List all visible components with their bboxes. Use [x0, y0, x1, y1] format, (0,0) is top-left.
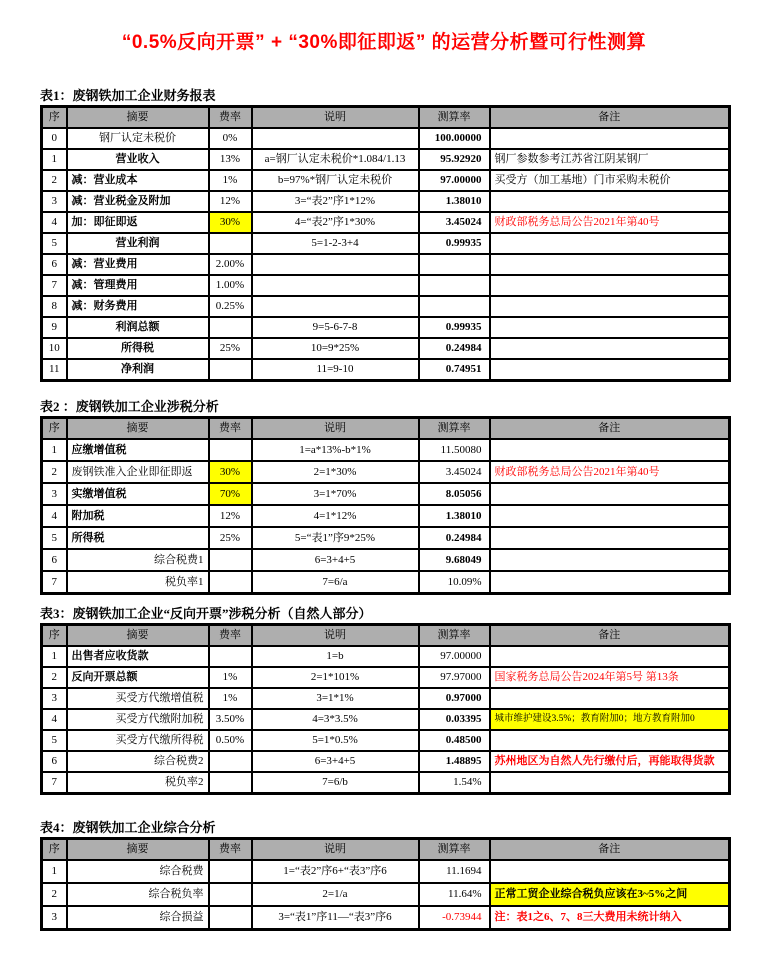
- cell-rate: 12%: [209, 191, 252, 212]
- cell-summary: 营业利润: [67, 233, 209, 254]
- cell-value: 0.24984: [419, 527, 490, 549]
- column-header: 测算率: [419, 107, 490, 129]
- cell-rate: [209, 772, 252, 794]
- cell-seq: 1: [42, 149, 67, 170]
- cell-rate: 25%: [209, 338, 252, 359]
- cell-rate: 2.00%: [209, 254, 252, 275]
- table-row: [42, 883, 730, 906]
- cell-value: 8.05056: [419, 483, 490, 505]
- cell-note: [490, 505, 730, 527]
- cell-note: [490, 688, 730, 709]
- cell-value: 10.09%: [419, 571, 490, 594]
- cell-note: [490, 254, 730, 275]
- cell-desc: 4=1*12%: [252, 505, 419, 527]
- cell-rate: [209, 646, 252, 667]
- cell-note: 财政部税务总局公告2021年第40号: [490, 461, 730, 483]
- column-header: 说明: [252, 839, 419, 861]
- cell-desc: 4=“表2”序1*30%: [252, 212, 419, 233]
- column-header: 测算率: [419, 625, 490, 647]
- cell-summary: 税负率1: [67, 571, 209, 594]
- table-row: [42, 212, 730, 233]
- cell-desc: 10=9*25%: [252, 338, 419, 359]
- column-header: 摘要: [67, 839, 209, 861]
- cell-rate: [209, 549, 252, 571]
- cell-seq: 6: [42, 254, 67, 275]
- cell-desc: 2=1*30%: [252, 461, 419, 483]
- cell-note: [490, 730, 730, 751]
- cell-summary: 反向开票总额: [67, 667, 209, 688]
- cell-desc: 3=“表1”序11—“表3”序6: [252, 906, 419, 930]
- cell-seq: 5: [42, 527, 67, 549]
- cell-value: [419, 275, 490, 296]
- cell-seq: 5: [42, 730, 67, 751]
- cell-summary: 综合税费1: [67, 549, 209, 571]
- cell-value: 1.38010: [419, 191, 490, 212]
- cell-value: 97.00000: [419, 646, 490, 667]
- table-row: [42, 906, 730, 930]
- cell-note: [490, 359, 730, 381]
- cell-seq: 9: [42, 317, 67, 338]
- column-header: 费率: [209, 418, 252, 440]
- cell-rate: [209, 860, 252, 883]
- cell-summary: 减：营业税金及附加: [67, 191, 209, 212]
- cell-value: 0.99935: [419, 317, 490, 338]
- cell-seq: 2: [42, 667, 67, 688]
- cell-rate: 25%: [209, 527, 252, 549]
- table-section-3: [40, 606, 730, 795]
- table-row: [42, 128, 730, 149]
- cell-desc: 7=6/b: [252, 772, 419, 794]
- table-row: [42, 730, 730, 751]
- cell-value: 1.54%: [419, 772, 490, 794]
- cell-value: 11.1694: [419, 860, 490, 883]
- table-section-4: [40, 820, 730, 931]
- cell-seq: 10: [42, 338, 67, 359]
- data-table-2: [40, 416, 731, 595]
- cell-value: [419, 296, 490, 317]
- cell-summary: 买受方代缴所得税: [67, 730, 209, 751]
- cell-note: 钢厂参数参考江苏省江阴某钢厂: [490, 149, 730, 170]
- table-row: [42, 646, 730, 667]
- cell-note: [490, 275, 730, 296]
- table-row: [42, 275, 730, 296]
- table-section-2: [40, 399, 730, 595]
- cell-value: 0.48500: [419, 730, 490, 751]
- table-row: [42, 233, 730, 254]
- cell-rate: 0.25%: [209, 296, 252, 317]
- data-table-3: [40, 623, 731, 795]
- cell-note: [490, 338, 730, 359]
- column-header: 测算率: [419, 418, 490, 440]
- table-row: [42, 860, 730, 883]
- cell-summary: 综合税费2: [67, 751, 209, 772]
- cell-rate: [209, 906, 252, 930]
- table-row: [42, 254, 730, 275]
- cell-summary: 应缴增值税: [67, 439, 209, 461]
- data-table-1: [40, 105, 731, 382]
- cell-seq: 3: [42, 483, 67, 505]
- cell-note: [490, 527, 730, 549]
- table-row: [42, 170, 730, 191]
- table-section-1: [40, 88, 730, 382]
- cell-desc: 6=3+4+5: [252, 549, 419, 571]
- column-header: 摘要: [67, 418, 209, 440]
- cell-seq: 5: [42, 233, 67, 254]
- cell-summary: 买受方代缴增值税: [67, 688, 209, 709]
- cell-rate: [209, 233, 252, 254]
- cell-summary: 所得税: [67, 338, 209, 359]
- cell-desc: 7=6/a: [252, 571, 419, 594]
- table-row: [42, 359, 730, 381]
- cell-desc: 9=5-6-7-8: [252, 317, 419, 338]
- cell-seq: 2: [42, 883, 67, 906]
- table-row: [42, 483, 730, 505]
- cell-note: [490, 128, 730, 149]
- cell-desc: 3=1*70%: [252, 483, 419, 505]
- cell-value: -0.73944: [419, 906, 490, 930]
- table-row: [42, 667, 730, 688]
- table-label: 表2 ：废钢铁加工企业涉税分析: [40, 399, 219, 414]
- cell-desc: 2=1*101%: [252, 667, 419, 688]
- table-row: [42, 296, 730, 317]
- table-row: [42, 527, 730, 549]
- cell-rate: [209, 883, 252, 906]
- cell-seq: 11: [42, 359, 67, 381]
- cell-summary: 减：营业费用: [67, 254, 209, 275]
- cell-note: [490, 646, 730, 667]
- cell-summary: 买受方代缴附加税: [67, 709, 209, 730]
- cell-seq: 4: [42, 709, 67, 730]
- cell-summary: 利润总额: [67, 317, 209, 338]
- cell-value: 0.03395: [419, 709, 490, 730]
- column-header: 备注: [490, 839, 730, 861]
- cell-desc: a=钢厂认定未税价*1.084/1.13: [252, 149, 419, 170]
- table-row: [42, 338, 730, 359]
- header-row: [42, 839, 730, 861]
- cell-summary: 减：营业成本: [67, 170, 209, 191]
- cell-value: 1.48895: [419, 751, 490, 772]
- cell-seq: 4: [42, 505, 67, 527]
- cell-value: 97.97000: [419, 667, 490, 688]
- cell-rate: 0%: [209, 128, 252, 149]
- cell-seq: 7: [42, 571, 67, 594]
- cell-seq: 2: [42, 170, 67, 191]
- cell-rate: 1%: [209, 170, 252, 191]
- cell-rate: 12%: [209, 505, 252, 527]
- cell-note: [490, 571, 730, 594]
- cell-value: 11.50080: [419, 439, 490, 461]
- table-label: 表1：废钢铁加工企业财务报表: [40, 88, 216, 103]
- cell-note: 财政部税务总局公告2021年第40号: [490, 212, 730, 233]
- cell-value: 1.38010: [419, 505, 490, 527]
- column-header: 费率: [209, 625, 252, 647]
- cell-value: 97.00000: [419, 170, 490, 191]
- cell-rate: 30%: [209, 461, 252, 483]
- cell-seq: 1: [42, 860, 67, 883]
- cell-rate: [209, 317, 252, 338]
- cell-summary: 实缴增值税: [67, 483, 209, 505]
- cell-note: [490, 772, 730, 794]
- cell-rate: 1.00%: [209, 275, 252, 296]
- header-row: [42, 107, 730, 129]
- cell-rate: [209, 439, 252, 461]
- cell-rate: 30%: [209, 212, 252, 233]
- cell-note: [490, 483, 730, 505]
- cell-summary: 所得税: [67, 527, 209, 549]
- cell-seq: 0: [42, 128, 67, 149]
- cell-note: 正常工贸企业综合税负应该在3~5%之间: [490, 883, 730, 906]
- cell-note: [490, 439, 730, 461]
- cell-summary: 综合税负率: [67, 883, 209, 906]
- cell-rate: [209, 571, 252, 594]
- cell-desc: b=97%*钢厂认定未税价: [252, 170, 419, 191]
- cell-summary: 加：即征即返: [67, 212, 209, 233]
- table-row: [42, 439, 730, 461]
- table-label: 表3：废钢铁加工企业“反向开票”涉税分析（自然人部分）: [40, 606, 372, 621]
- column-header: 测算率: [419, 839, 490, 861]
- cell-note: 买受方（加工基地）门市采购未税价: [490, 170, 730, 191]
- cell-seq: 1: [42, 439, 67, 461]
- cell-seq: 3: [42, 191, 67, 212]
- cell-note: [490, 549, 730, 571]
- page-title: “0.5%反向开票” + “30%即征即返” 的运营分析暨可行性测算: [121, 32, 647, 53]
- cell-value: 95.92920: [419, 149, 490, 170]
- cell-value: 0.97000: [419, 688, 490, 709]
- table-row: [42, 149, 730, 170]
- cell-note: [490, 317, 730, 338]
- cell-seq: 6: [42, 549, 67, 571]
- cell-summary: 减：财务费用: [67, 296, 209, 317]
- cell-rate: 13%: [209, 149, 252, 170]
- cell-summary: 出售者应收货款: [67, 646, 209, 667]
- cell-value: 100.00000: [419, 128, 490, 149]
- cell-rate: 70%: [209, 483, 252, 505]
- cell-summary: 减：管理费用: [67, 275, 209, 296]
- column-header: 序: [42, 107, 67, 129]
- cell-seq: 6: [42, 751, 67, 772]
- cell-desc: [252, 296, 419, 317]
- column-header: 说明: [252, 418, 419, 440]
- table-row: [42, 571, 730, 594]
- column-header: 费率: [209, 107, 252, 129]
- cell-seq: 4: [42, 212, 67, 233]
- cell-summary: 净利润: [67, 359, 209, 381]
- cell-note: [490, 296, 730, 317]
- cell-desc: 5=1-2-3+4: [252, 233, 419, 254]
- cell-desc: 3=“表2”序1*12%: [252, 191, 419, 212]
- cell-note: [490, 191, 730, 212]
- cell-summary: 钢厂认定未税价: [67, 128, 209, 149]
- cell-note: 注：表1之6、7、8三大费用未统计纳入: [490, 906, 730, 930]
- data-table-4: [40, 837, 731, 931]
- cell-rate: 1%: [209, 667, 252, 688]
- cell-desc: 4=3*3.5%: [252, 709, 419, 730]
- cell-desc: 5=“表1”序9*25%: [252, 527, 419, 549]
- cell-value: 0.74951: [419, 359, 490, 381]
- column-header: 序: [42, 418, 67, 440]
- column-header: 费率: [209, 839, 252, 861]
- cell-seq: 3: [42, 906, 67, 930]
- cell-seq: 2: [42, 461, 67, 483]
- table-row: [42, 709, 730, 730]
- cell-seq: 8: [42, 296, 67, 317]
- column-header: 序: [42, 839, 67, 861]
- column-header: 说明: [252, 107, 419, 129]
- cell-desc: 6=3+4+5: [252, 751, 419, 772]
- cell-desc: [252, 254, 419, 275]
- cell-summary: 综合税费: [67, 860, 209, 883]
- cell-desc: [252, 128, 419, 149]
- cell-rate: 3.50%: [209, 709, 252, 730]
- cell-rate: [209, 751, 252, 772]
- cell-note: [490, 860, 730, 883]
- cell-value: 0.99935: [419, 233, 490, 254]
- cell-note: 苏州地区为自然人先行缴付后，再能取得货款: [490, 751, 730, 772]
- cell-note: 城市维护建设3.5%；教育附加0；地方教育附加0: [490, 709, 730, 730]
- column-header: 摘要: [67, 625, 209, 647]
- table-row: [42, 461, 730, 483]
- cell-summary: 税负率2: [67, 772, 209, 794]
- column-header: 备注: [490, 418, 730, 440]
- cell-desc: 1=b: [252, 646, 419, 667]
- cell-value: 3.45024: [419, 461, 490, 483]
- table-row: [42, 751, 730, 772]
- column-header: 摘要: [67, 107, 209, 129]
- cell-desc: 2=1/a: [252, 883, 419, 906]
- cell-summary: 综合损益: [67, 906, 209, 930]
- cell-seq: 7: [42, 275, 67, 296]
- cell-desc: 1=“表2”序6+“表3”序6: [252, 860, 419, 883]
- cell-desc: 1=a*13%-b*1%: [252, 439, 419, 461]
- cell-rate: 0.50%: [209, 730, 252, 751]
- cell-summary: 营业收入: [67, 149, 209, 170]
- cell-value: 11.64%: [419, 883, 490, 906]
- cell-value: 9.68049: [419, 549, 490, 571]
- column-header: 说明: [252, 625, 419, 647]
- cell-desc: 3=1*1%: [252, 688, 419, 709]
- cell-summary: 附加税: [67, 505, 209, 527]
- table-row: [42, 549, 730, 571]
- column-header: 备注: [490, 625, 730, 647]
- column-header: 序: [42, 625, 67, 647]
- table-row: [42, 317, 730, 338]
- cell-summary: 废钢铁准入企业即征即返: [67, 461, 209, 483]
- cell-desc: 11=9-10: [252, 359, 419, 381]
- cell-seq: 1: [42, 646, 67, 667]
- cell-desc: [252, 275, 419, 296]
- cell-note: [490, 233, 730, 254]
- table-row: [42, 772, 730, 794]
- column-header: 备注: [490, 107, 730, 129]
- cell-desc: 5=1*0.5%: [252, 730, 419, 751]
- table-row: [42, 688, 730, 709]
- cell-seq: 3: [42, 688, 67, 709]
- table-label: 表4：废钢铁加工企业综合分析: [40, 820, 216, 835]
- cell-seq: 7: [42, 772, 67, 794]
- table-row: [42, 505, 730, 527]
- cell-rate: 1%: [209, 688, 252, 709]
- table-row: [42, 191, 730, 212]
- cell-rate: [209, 359, 252, 381]
- header-row: [42, 418, 730, 440]
- header-row: [42, 625, 730, 647]
- cell-value: [419, 254, 490, 275]
- cell-note: 国家税务总局公告2024年第5号 第13条: [490, 667, 730, 688]
- cell-value: 0.24984: [419, 338, 490, 359]
- cell-value: 3.45024: [419, 212, 490, 233]
